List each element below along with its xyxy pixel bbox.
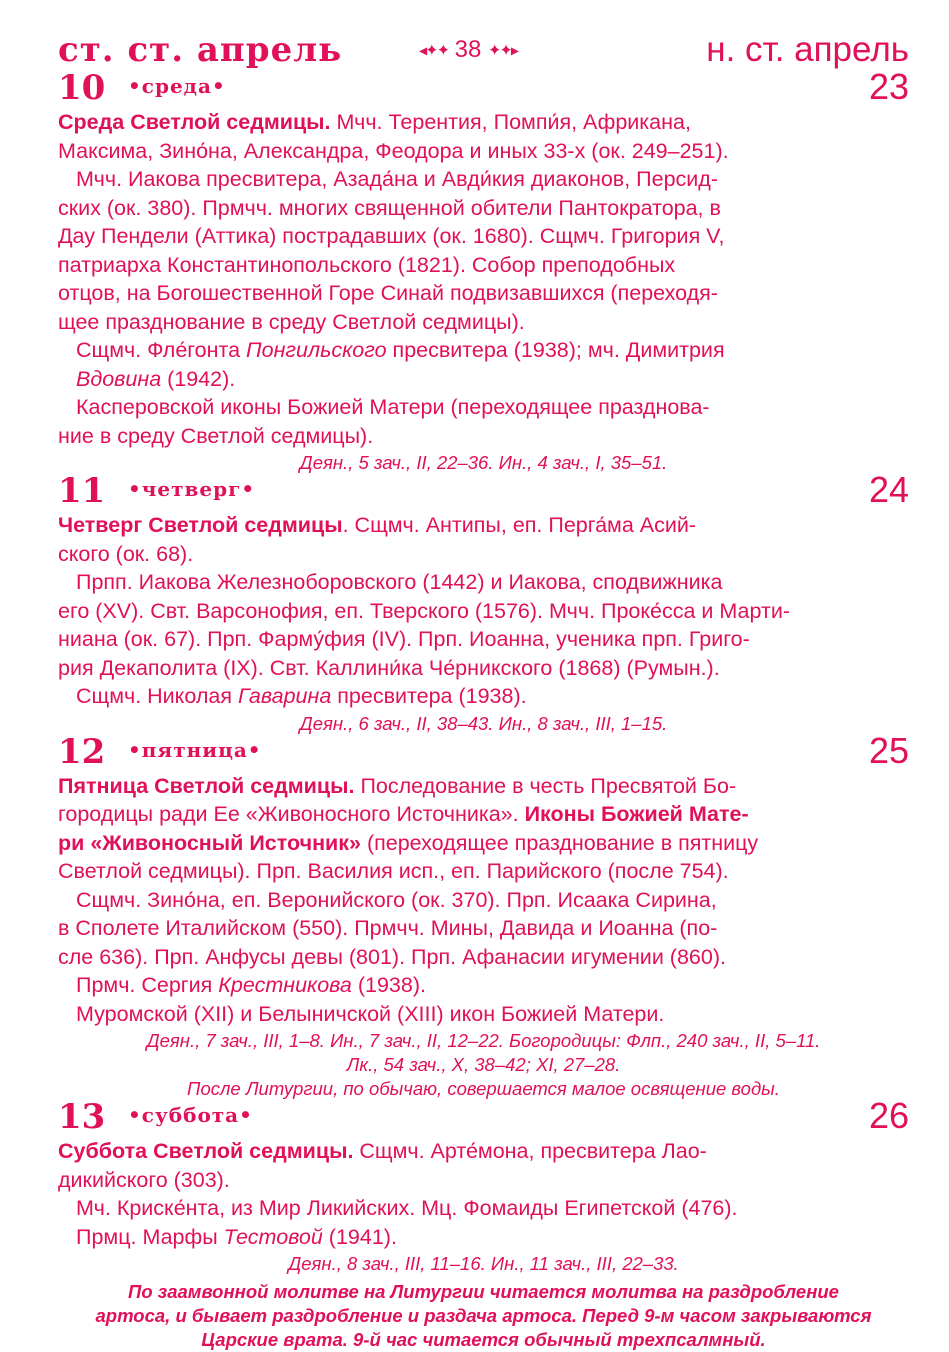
text-span: (1942). xyxy=(161,366,236,391)
martyrs-paragraph xyxy=(76,336,909,393)
new-date: 23 xyxy=(868,66,909,107)
text-span: Последование в честь Пресвятой Бо- xyxy=(354,773,737,798)
day-entry xyxy=(58,1095,909,1352)
weekday: •пятница• xyxy=(128,737,262,762)
text-span: дикийского (303). xyxy=(58,1167,230,1192)
old-date: 10 xyxy=(58,68,106,108)
day-entry xyxy=(58,729,909,1102)
feast-title: Пятница Светлой седмицы. xyxy=(58,773,355,798)
saints-paragraph xyxy=(58,194,909,337)
text-span: Мч. Криске́нта, из Мир Ликийских. Мц. Фомаиды Египетской (476). xyxy=(76,1196,738,1220)
day-entry xyxy=(58,469,909,736)
surname: Тестовой xyxy=(223,1224,323,1249)
day-header xyxy=(58,1095,909,1137)
text-span: Касперовской иконы Божией Матери (переходящее празднова- xyxy=(76,395,710,419)
text-span: пресвитера (1938); мч. Димитрия xyxy=(386,338,725,362)
text-span: ниана (ок. 67). Прп. Фарму́фия (IV). Прп. Иоанна, ученика прп. Григо- xyxy=(58,627,750,651)
weekday: •среда• xyxy=(128,74,226,98)
weekday: •четверг• xyxy=(128,477,256,501)
text-span: Светлой седмицы). Прп. Василия исп., еп. Парийского (после 754). xyxy=(58,859,729,883)
text-span: Сщмч. Николая xyxy=(76,684,238,708)
service-note: После Литургии, по обычаю, совершается малое освящение воды. xyxy=(187,1078,780,1099)
text-span: Лк., 54 зач., X, 38–42; XI, 27–28. xyxy=(346,1054,621,1075)
text-span: в Сполете Италийском (550). Прмчч. Мины, Давида и Иоанна (по- xyxy=(58,916,718,940)
text-span: патриарха Константинопольского (1821). Собор преподобных xyxy=(58,252,676,277)
text-span: Сщмч. Фле́гонта xyxy=(76,338,247,362)
new-style-month: н. ст. апрель xyxy=(706,30,909,69)
text-span: городицы ради Ее «Живоносного Источника». xyxy=(58,802,525,826)
text-span: сле 636). Прп. Анфусы девы (801). Прп. Афанасии игумении (860). xyxy=(58,944,726,969)
surname: Крестникова xyxy=(218,973,352,997)
saints-paragraph xyxy=(76,568,909,597)
text-span: Деян., 7 зач., III, 1–8. Ин., 7 зач., II, 12–22. Богородицы: Флп., 240 зач., II, 5–11. xyxy=(146,1030,821,1051)
weekday: •суббота• xyxy=(128,1103,253,1127)
page-number: 38 xyxy=(454,36,482,63)
surname: Понгильского xyxy=(246,338,387,362)
icon-title: Иконы Божией Мате- xyxy=(524,802,749,826)
text-span: (переходящее празднование в пятницу xyxy=(360,830,759,855)
text-span: Муромской (XII) и Белыничской (XIII) икон Божией Матери. xyxy=(76,1001,665,1026)
feast-paragraph xyxy=(58,511,909,568)
text-span: . Сщмч. Антипы, еп. Перга́ма Асий- xyxy=(342,513,697,537)
text-span: Прмц. Марфы xyxy=(76,1224,224,1249)
service-note xyxy=(58,1280,909,1352)
old-date: 12 xyxy=(58,731,106,772)
day-header xyxy=(58,66,909,108)
old-date: 11 xyxy=(58,471,106,511)
saints-paragraph xyxy=(76,1194,909,1223)
text-span: Максима, Зино́на, Александра, Феодора и иных 33-х (ок. 249–251). xyxy=(58,138,729,163)
text-span: Дау Пендели (Аттика) пострадавших (ок. 1680). Сщмч. Григория V, xyxy=(58,224,725,248)
saints-paragraph xyxy=(58,597,909,683)
new-date: 26 xyxy=(868,1095,909,1136)
text-span: Сщмч. Арте́мона, пресвитера Лао- xyxy=(353,1139,707,1163)
text-span: рия Декаполита (IX). Свт. Каллини́ка Че́рникского (1868) (Румын.). xyxy=(58,655,720,680)
day-header xyxy=(58,729,909,772)
text-span: его (XV). Свт. Варсонофия, еп. Тверского (1576). Мчч. Проке́сса и Марти- xyxy=(58,598,791,623)
text-span: (1941). xyxy=(322,1224,397,1249)
surname: Гаварина xyxy=(237,684,332,708)
feast-paragraph xyxy=(58,108,909,165)
text-span: По заамвонной молитве на Литургии читается молитва на раздробление xyxy=(128,1281,839,1302)
text-span: (1938). xyxy=(351,973,426,997)
icon-paragraph-cont xyxy=(58,422,909,451)
icon-title: ри «Живоносный Источник» xyxy=(58,830,361,855)
page-number-block xyxy=(358,36,578,64)
text-span: Мчч. Иакова пресвитера, Азада́на и Авди́кия диаконов, Персид- xyxy=(76,167,719,191)
text-span: ского (ок. 68). xyxy=(58,541,194,566)
old-style-month: ст. ст. апрель xyxy=(58,30,343,70)
icon-paragraph xyxy=(76,1000,909,1029)
text-span: ских (ок. 380). Прмчч. многих священной обители Пантократора, в xyxy=(58,195,721,220)
scripture-reading xyxy=(58,1029,909,1077)
day-entry xyxy=(58,66,909,475)
scripture-reading: Деян., 6 зач., II, 38–43. Ин., 8 зач., III, 1–15. xyxy=(299,712,668,734)
text-span: Прмч. Сергия xyxy=(76,973,219,997)
text-span: Прпп. Иакова Железноборовского (1442) и Иакова, сподвижника xyxy=(76,570,723,594)
old-date: 13 xyxy=(58,1097,106,1137)
text-span: отцов, на Богошественной Горе Синай подвизавшихся (переходя- xyxy=(58,281,718,305)
scripture-reading: Деян., 8 зач., III, 11–16. Ин., 11 зач., III, 22–33. xyxy=(288,1253,679,1274)
text-span: пресвитера (1938). xyxy=(331,684,527,708)
saints-paragraph xyxy=(58,914,909,971)
text-span: щее празднование в среду Светлой седмицы). xyxy=(58,309,525,334)
saints-paragraph xyxy=(76,886,909,915)
feast-paragraph xyxy=(58,772,909,886)
text-span: ние в среду Светлой седмицы). xyxy=(58,423,374,448)
feast-title: Суббота Светлой седмицы. xyxy=(58,1139,354,1163)
day-header xyxy=(58,469,909,511)
text-span: Сщмч. Зино́на, еп. Веронийского (ок. 370). Прп. Исаака Сирина, xyxy=(76,887,717,912)
text-span: Царские врата. 9-й час читается обычный трехпсалмный. xyxy=(201,1329,766,1350)
saints-paragraph xyxy=(76,165,909,194)
surname: Вдовина xyxy=(76,366,162,391)
martyrs-paragraph xyxy=(76,971,909,1000)
martyrs-paragraph xyxy=(76,682,909,711)
icon-paragraph xyxy=(76,393,909,422)
ornament-right-icon: ✦✦▸ xyxy=(488,42,517,60)
feast-paragraph xyxy=(58,1137,909,1194)
scripture-reading: Деян., 5 зач., II, 22–36. Ин., 4 зач., I, 35–51. xyxy=(299,452,668,473)
text-span: артоса, и бывает раздробление и раздача артоса. Перед 9-м часом закрываются xyxy=(95,1305,872,1326)
page-header xyxy=(58,30,909,72)
martyrs-paragraph xyxy=(76,1223,909,1252)
feast-title: Среда Светлой седмицы. xyxy=(58,110,331,134)
feast-title: Четверг Светлой седмицы xyxy=(58,513,343,537)
new-date: 25 xyxy=(868,729,909,771)
text-span: Мчч. Терентия, Помпи́я, Африкана, xyxy=(330,110,691,134)
new-date: 24 xyxy=(868,469,909,510)
ornament-left-icon: ◂✦✦ xyxy=(419,42,448,60)
